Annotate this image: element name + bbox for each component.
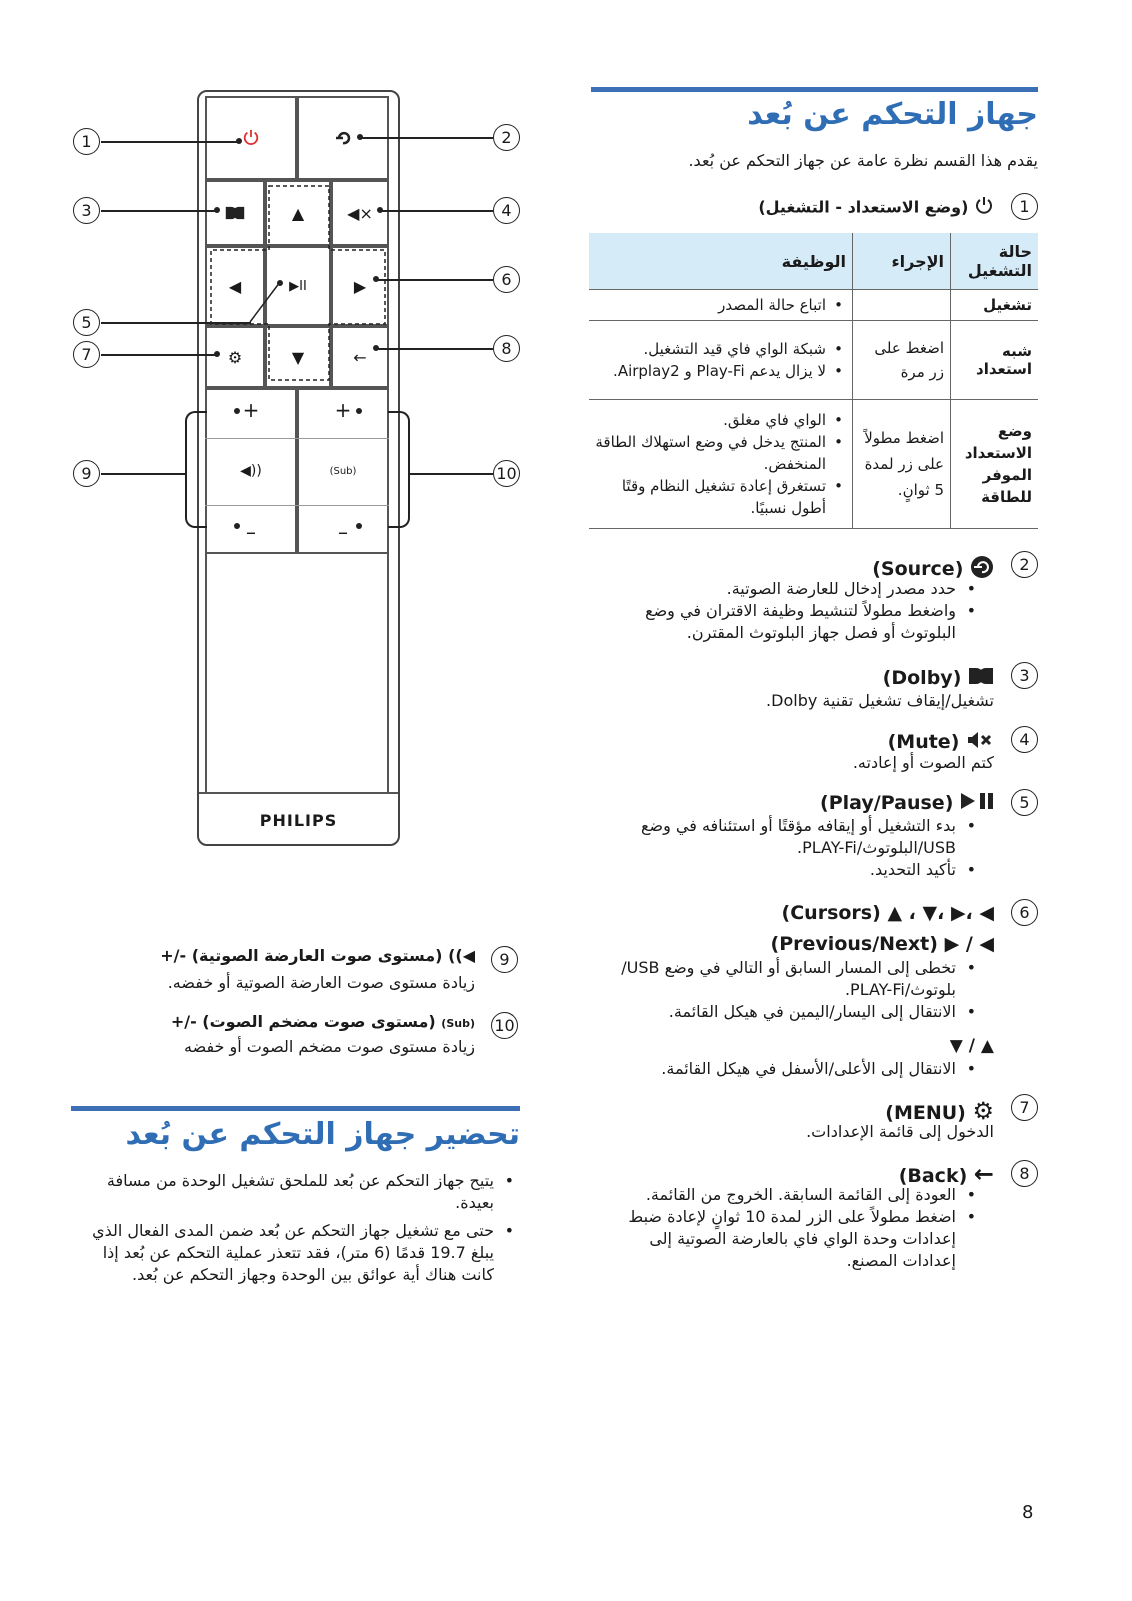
callout-dot: [356, 523, 362, 529]
prev-next-arrows-icon: ◀ / ▶: [944, 933, 994, 955]
remote-control-illustration: [197, 90, 400, 846]
callout-line: [101, 354, 217, 356]
table-cell-function: • اتباع حالة المصدر: [589, 290, 853, 321]
list-item: • حتى مع تشغيل جهاز التحكم عن بُعد ضمن المدى الفعال الذي يبلغ 19.7 قدمًا (6 متر)، فقد تتعذر عملية التحكم عن بُعد إذا كانت هناك أية عوائق بين الوحدة وجهاز التحكم عن بُعد.: [80, 1220, 520, 1286]
item3-text: تشغيل/إيقاف تشغيل تقنية Dolby.: [766, 691, 994, 710]
callout-dot: [234, 408, 240, 414]
gear-icon: ⚙: [972, 1097, 994, 1125]
remote-callout-9: 9: [73, 460, 100, 487]
callout-line: [376, 279, 493, 281]
remote-mute-button: ◀×: [331, 180, 389, 246]
heading-remote-control: جهاز التحكم عن بُعد: [747, 97, 1038, 132]
heading-prepare-remote: تحضير جهاز التحكم عن بُعد: [125, 1117, 520, 1152]
callout-number-5: 5: [1011, 789, 1038, 816]
item6-heading: ◀ ،▶ ،▼ ، ▲ (Cursors): [781, 902, 994, 924]
callout-line: [101, 322, 251, 324]
remote-left-button: ◀: [205, 246, 265, 326]
item2-heading: (Source): [872, 555, 994, 584]
subwoofer-icon: (Sub): [441, 1017, 475, 1030]
plus-icon: +: [334, 398, 352, 422]
callout-dot: [356, 408, 362, 414]
play-pause-icon: [960, 792, 994, 815]
item4-heading: (Mute): [888, 730, 994, 755]
table-row: [589, 290, 1038, 321]
table-cell-action: [853, 290, 951, 321]
remote-play-pause-button: ▶II: [265, 246, 331, 326]
callout-line: [408, 473, 493, 475]
callout-line: [101, 141, 239, 143]
table-header-action: الإجراء: [853, 233, 951, 290]
callout-number-1: 1: [1011, 193, 1038, 220]
page-number: 8: [1022, 1502, 1034, 1523]
remote-callout-6: 6: [493, 266, 520, 293]
remote-right-button: ▶: [331, 246, 389, 326]
table-cell-function: • شبكة الواي فاي قيد التشغيل. • لا يزال يدعم Play-Fi و Airplay2.: [589, 321, 853, 400]
item5-heading: (Play/Pause): [820, 792, 994, 815]
callout-number-6: 6: [1011, 899, 1038, 926]
heading-bar-right: [591, 87, 1038, 92]
list-item: • الانتقال إلى اليسار/اليمين في هيكل القائمة.: [597, 1001, 982, 1023]
table-header-function: الوظيفة: [589, 233, 853, 290]
remote-callout-4: 4: [493, 197, 520, 224]
callout-line: [380, 210, 493, 212]
callout-number-10: 10: [491, 1012, 518, 1039]
subwoofer-icon: (Sub): [329, 465, 357, 477]
remote-callout-2: 2: [493, 124, 520, 151]
minus-icon: –: [338, 520, 348, 544]
dolby-icon: [968, 667, 994, 690]
item9-text: زيادة مستوى صوت العارضة الصوتية أو خفضه.: [167, 973, 475, 992]
callout-dot: [214, 351, 220, 357]
callout-dot: [236, 138, 242, 144]
table-cell-action: اضغط على زر مرة: [853, 321, 951, 400]
item7-heading: ⚙ (MENU): [885, 1097, 994, 1125]
intro-text: يقدم هذا القسم نظرة عامة عن جهاز التحكم عن بُعد.: [688, 151, 1038, 170]
minus-icon: –: [246, 520, 256, 544]
item10-text: زيادة مستوى صوت مضخم الصوت أو خفضه: [183, 1037, 475, 1056]
callout-dot: [214, 207, 220, 213]
callout-number-2: 2: [1011, 551, 1038, 578]
callout-line: [360, 137, 493, 139]
table-cell-action: اضغط مطولاً على زر لمدة 5 ثوانٍ.: [853, 400, 951, 529]
table-cell-state: تشغيل: [951, 290, 1039, 321]
callout-dot: [377, 207, 383, 213]
remote-callout-8: 8: [493, 335, 520, 362]
item4-text: كتم الصوت أو إعادته.: [852, 753, 994, 772]
item5-list: [622, 815, 982, 881]
table-row: [589, 321, 1038, 400]
callout-dot: [373, 276, 379, 282]
callout-number-8: 8: [1011, 1160, 1038, 1187]
item6-subheading-2: ▲ / ▼: [949, 1036, 994, 1056]
list-item: • بدء التشغيل أو إيقافه مؤقتًا أو استئنافه في وضع USB/البلوتوث/PLAY-Fi.: [622, 815, 982, 859]
item10-heading: (Sub) (مستوى صوت مضخم الصوت) -/+: [170, 1012, 475, 1031]
callout-dot: [234, 523, 240, 529]
callout-dot: [277, 280, 283, 286]
item6-list-2: [597, 1058, 982, 1080]
callout-line: [101, 473, 185, 475]
volume-left-bracket: [185, 411, 207, 528]
power-icon: [242, 129, 260, 147]
callout-number-7: 7: [1011, 1094, 1038, 1121]
remote-power-button: [205, 96, 297, 180]
item6-subheading: ◀ / ▶ (Previous/Next): [770, 933, 994, 955]
dpad-outline: [207, 184, 389, 384]
heading-bar-left: [71, 1106, 520, 1111]
item1-heading: (وضع الاستعداد - التشغيل): [758, 196, 994, 220]
item9-heading: ◀)) (مستوى صوت العارضة الصوتية) -/+: [160, 946, 475, 965]
table-cell-state: وضع الاستعداد الموفر للطاقة: [951, 400, 1039, 529]
prepare-remote-list: [80, 1170, 520, 1286]
volume-right-bracket: [388, 411, 410, 528]
item3-heading: (Dolby): [883, 667, 994, 690]
remote-callout-1: 1: [73, 128, 100, 155]
list-item: • العودة إلى القائمة السابقة. الخروج من القائمة.: [622, 1184, 982, 1206]
callout-dot: [373, 345, 379, 351]
remote-menu-button: ⚙: [205, 326, 265, 388]
callout-line-5-diagonal: [248, 280, 284, 324]
remote-callout-5: 5: [73, 309, 100, 336]
list-item: • حدد مصدر إدخال للعارضة الصوتية.: [622, 578, 982, 600]
brand-logo: PHILIPS: [199, 792, 398, 846]
callout-number-4: 4: [1011, 726, 1038, 753]
item6-list-1: [597, 957, 982, 1023]
list-item: • يتيح جهاز التحكم عن بُعد للملحق تشغيل الوحدة من مسافة بعيدة.: [80, 1170, 520, 1214]
remote-callout-3: 3: [73, 197, 100, 224]
table-cell-state: شبه استعداد: [951, 321, 1039, 400]
power-state-table: [589, 233, 1038, 529]
remote-callout-7: 7: [73, 341, 100, 368]
list-item: • تخطى إلى المسار السابق أو التالي في وضع USB/ بلوتوث/PLAY-Fi.: [597, 957, 982, 1001]
callout-dot: [357, 134, 363, 140]
source-icon: [333, 128, 353, 148]
item7-text: الدخول إلى قائمة الإعدادات.: [806, 1122, 994, 1141]
list-item: • تأكيد التحديد.: [622, 859, 982, 881]
callout-number-3: 3: [1011, 662, 1038, 689]
remote-back-button: ←: [331, 326, 389, 388]
back-arrow-icon: ←: [973, 1160, 994, 1188]
item8-heading: ← (Back): [898, 1160, 994, 1188]
table-header-state: حالة التشغيل: [951, 233, 1039, 290]
callout-line: [376, 348, 493, 350]
item2-list: [622, 578, 982, 644]
power-icon: [974, 196, 994, 220]
speaker-icon: ◀)): [448, 946, 475, 965]
speaker-icon: ◀)): [240, 463, 262, 479]
table-row: [589, 400, 1038, 529]
remote-callout-10: 10: [493, 460, 520, 487]
item8-list: [622, 1184, 982, 1272]
remote-body-lower: [205, 554, 389, 794]
volume-divider: [205, 438, 389, 506]
list-item: • اضغط مطولاً على الزر لمدة 10 ثوانٍ لإعادة ضبط إعدادات وحدة الواي فاي بالعارضة الصوتية إلى إعدادات المصنع.: [622, 1206, 982, 1272]
table-cell-function: • الواي فاي مغلق. • المنتج يدخل في وضع استهلاك الطاقة المنخفض. • تستغرق إعادة تشغيل النظام وقتًا أطول نسبيًا.: [589, 400, 853, 529]
cursor-arrows-icon: ◀ ،▶ ،▼ ، ▲: [887, 902, 994, 924]
list-item: • واضغط مطولاً لتنشيط وظيفة الاقتران في وضع البلوتوث أو فصل جهاز البلوتوث المقترن.: [622, 600, 982, 644]
callout-number-9: 9: [491, 946, 518, 973]
remote-down-button: ▼: [265, 326, 331, 388]
plus-icon: +: [242, 398, 260, 422]
callout-line: [101, 210, 216, 212]
list-item: • الانتقال إلى الأعلى/الأسفل في هيكل القائمة.: [597, 1058, 982, 1080]
remote-up-button: ▲: [265, 180, 331, 246]
